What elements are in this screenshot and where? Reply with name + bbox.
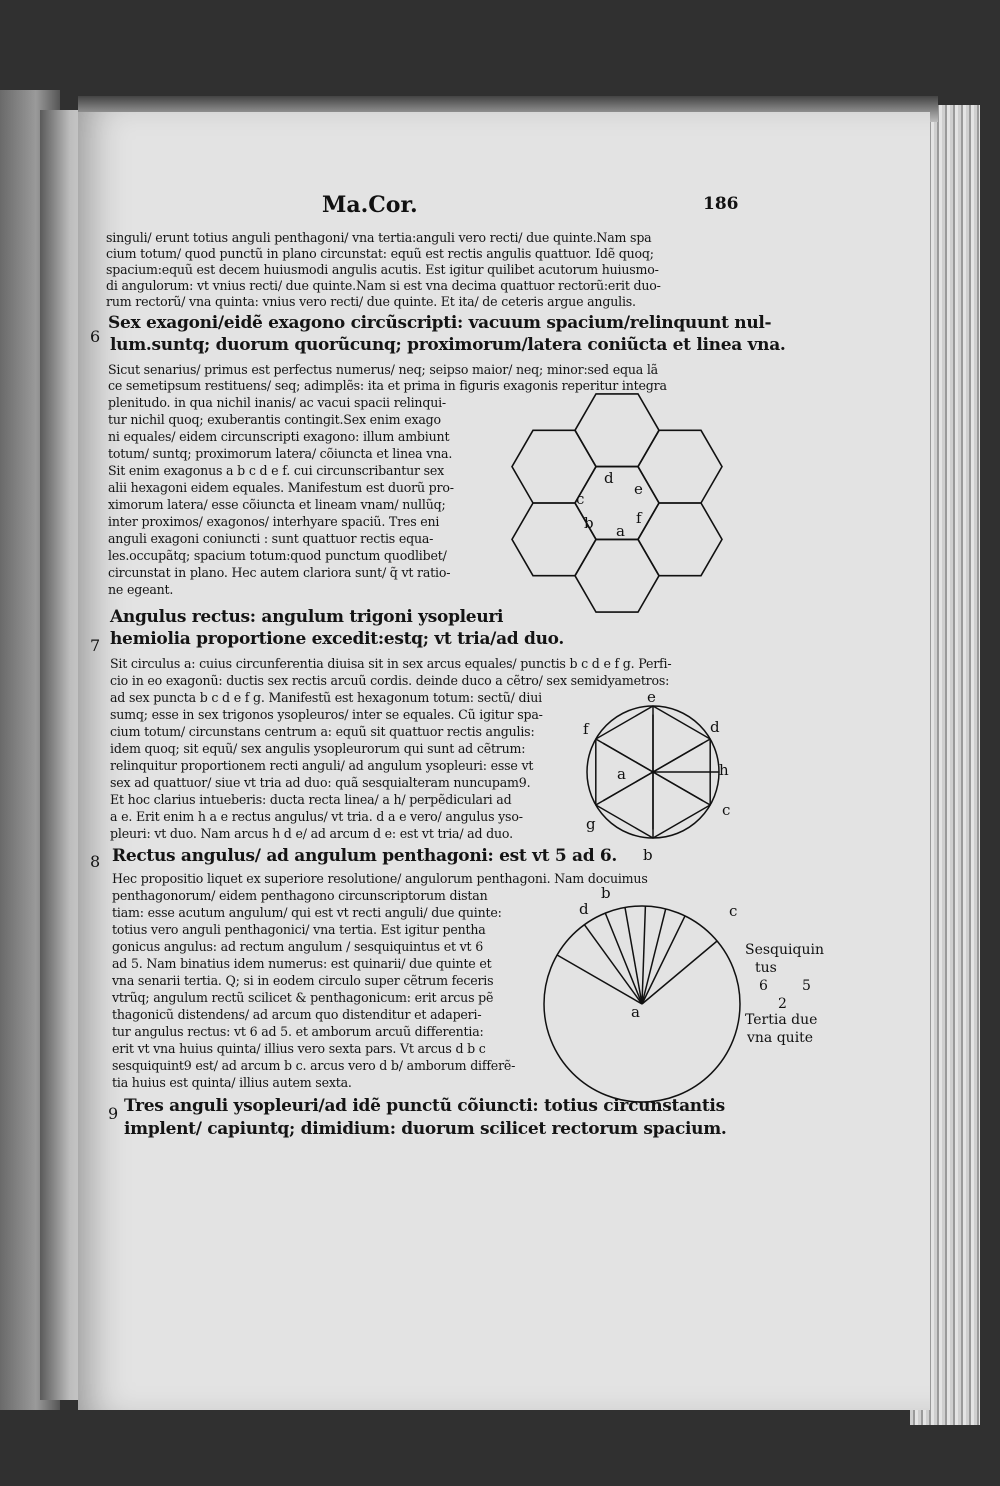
side-note: Tertia due xyxy=(745,1012,818,1028)
commentary-line: erit vt vna huius quinta/ illius vero sexta pars. Vt arcus d b c xyxy=(112,1041,486,1056)
commentary-line: les.occupãtq; spacium totum:quod punctum quodlibet/ xyxy=(108,548,447,563)
commentary-line: sumq; esse in sex trigonos ysopleuros/ inter se equales. Cũ igitur spa- xyxy=(110,707,543,722)
commentary-line: circunstat in plano. Hec autem clariora sunt/ q̃ vt ratio- xyxy=(108,565,451,580)
hex-label: f xyxy=(636,509,642,527)
commentary-line: vtrũq; angulum rectũ scilicet & penthagonicum: erit arcus pẽ xyxy=(112,990,494,1005)
proposition-text: implent/ capiuntq; dimidium: duorum scilicet rectorum spacium. xyxy=(124,1119,727,1139)
commentary-line: gonicus angulus: ad rectum angulum / sesquiquintus et vt 6 xyxy=(112,939,484,954)
proposition-text: Sex exagoni/eidẽ exagono circũscripti: vacuum spacium/relinquunt nul- xyxy=(108,313,772,333)
commentary-line: tur angulus rectus: vt 6 ad 5. et amborum arcuũ differentia: xyxy=(112,1024,484,1039)
fan-radius xyxy=(584,925,642,1004)
circle-label: a xyxy=(617,765,626,783)
proposition-number: 9 xyxy=(108,1104,119,1123)
side-note: 6 xyxy=(759,978,768,994)
commentary-line: totius vero anguli penthagonici/ vna tertia. Est igitur pentha xyxy=(112,922,486,937)
commentary-line: ni equales/ eidem circunscripti exagono: illum ambiunt xyxy=(108,429,450,444)
commentary-line: totum/ suntq; proximorum latera/ cõiuncta et linea vna. xyxy=(108,446,453,461)
proposition-number: 6 xyxy=(90,327,101,346)
proposition-text: hemiolia proportione excedit:estq; vt tria/ad duo. xyxy=(110,629,564,649)
circle-label: g xyxy=(586,815,596,833)
commentary-line: ce semetipsum restituens/ seq; adimplẽs: ita et prima in figuris exagonis reperitur integra xyxy=(108,378,667,393)
commentary-line: idem quoq; sit equũ/ sex angulis ysopleurorum qui sunt ad cẽtrum: xyxy=(110,741,526,756)
hex-label: d xyxy=(604,469,614,487)
commentary-line: ne egeant. xyxy=(108,582,174,597)
commentary-line: penthagonorum/ eidem penthagono circunscriptorum distan xyxy=(112,888,488,903)
proposition-text: Tres anguli ysopleuri/ad idẽ punctũ cõiuncti: totius circunstantis xyxy=(124,1096,725,1116)
side-note: Sesquiquin xyxy=(745,942,824,958)
running-title: Ma.Cor. xyxy=(322,192,418,218)
proposition-text: lum.suntq; duorum quorũcunq; proximorum/latera coniũcta et linea vna. xyxy=(110,335,786,355)
fan-label: d xyxy=(579,900,589,918)
side-note: 2 xyxy=(778,996,787,1012)
commentary-line: thagonicũ distendens/ ad arcum quo distenditur et adaperi- xyxy=(112,1007,482,1022)
fan-label: a xyxy=(631,1003,640,1021)
fan-label: c xyxy=(729,902,738,920)
commentary-line: sesquiquint9 est/ ad arcum b c. arcus vero d b/ amborum differẽ- xyxy=(112,1058,516,1073)
proposition-text: Rectus angulus/ ad angulum penthagoni: est vt 5 ad 6. xyxy=(112,846,618,866)
side-note: 5 xyxy=(802,978,811,994)
body-line: cium totum/ quod punctũ in plano circunstat: equũ est rectis angulis quattuor. Idẽ quoq; xyxy=(106,246,654,261)
circle-label: b xyxy=(643,846,653,864)
commentary-line: Sicut senarius/ primus est perfectus numerus/ neq; seipso maior/ neq; minor:sed equa lã xyxy=(108,362,658,377)
commentary-line: ximorum latera/ esse cõiuncta et lineam vnam/ nullũq; xyxy=(108,497,446,512)
fan-radius xyxy=(642,916,685,1004)
circle-label: f xyxy=(583,720,589,738)
body-line: singuli/ erunt totius anguli penthagoni/ vna tertia:anguli vero recti/ due quinte.Nam spa xyxy=(106,230,652,245)
commentary-line: plenitudo. in qua nichil inanis/ ac vacui spacii relinqui- xyxy=(108,395,446,410)
commentary-line: tiam: esse acutum angulum/ qui est vt recti anguli/ due quinte: xyxy=(112,905,502,920)
fan-radius xyxy=(605,913,642,1004)
commentary-line: ad sex puncta b c d e f g. Manifestũ est hexagonum totum: sectũ/ diui xyxy=(110,690,542,705)
commentary-line: sex ad quattuor/ siue vt tria ad duo: quã sesquialteram nuncupam9. xyxy=(110,775,531,790)
commentary-line: alii hexagoni eidem equales. Manifestum est duorũ pro- xyxy=(108,480,454,495)
hex-label: a xyxy=(616,522,625,540)
commentary-line: a e. Erit enim h a e rectus angulus/ vt tria. d a e vero/ angulus yso- xyxy=(110,809,523,824)
commentary-line: cium totum/ circunstans centrum a: equũ sit quattuor rectis angulis: xyxy=(110,724,535,739)
commentary-line: relinquitur proportionem recti anguli/ ad angulum ysopleuri: esse vt xyxy=(110,758,534,773)
commentary-line: tia huius est quinta/ illius autem sexta. xyxy=(112,1075,352,1090)
side-note: tus xyxy=(755,960,777,976)
commentary-line: cio in eo exagonũ: ductis sex rectis arcuũ cordis. deinde duco a cẽtro/ sex semidyametros: xyxy=(110,673,670,688)
fan-label: b xyxy=(601,884,611,902)
folio-number: 186 xyxy=(703,194,739,214)
commentary-line: Et hoc clarius intueberis: ducta recta linea/ a h/ perpẽdiculari ad xyxy=(110,792,512,807)
fan-radius xyxy=(625,908,642,1005)
hex-label: e xyxy=(634,480,643,498)
commentary-line: Sit circulus a: cuius circunferentia diuisa sit in sex arcus equales/ punctis b c d e f g. Perfi- xyxy=(110,656,672,671)
commentary-line: anguli exagoni coniuncti : sunt quattuor rectis equa- xyxy=(108,531,434,546)
hex-label: b xyxy=(584,514,594,532)
proposition-number: 8 xyxy=(90,852,101,871)
hex-label: c xyxy=(576,490,585,508)
proposition-number: 7 xyxy=(90,636,101,655)
circle-label: c xyxy=(722,801,731,819)
body-line: di angulorum: vt vnius recti/ due quinte.Nam si est vna decima quattuor rectorũ:erit duo- xyxy=(106,278,661,293)
commentary-line: inter proximos/ exagonos/ interhyare spaciũ. Tres eni xyxy=(108,514,440,529)
commentary-line: pleuri: vt duo. Nam arcus h d e/ ad arcum d e: est vt tria/ ad duo. xyxy=(110,826,513,841)
side-note: vna quite xyxy=(747,1030,814,1046)
body-line: rum rectorũ/ vna quinta: vnius vero recti/ due quinte. Et ita/ de ceteris argue angulis. xyxy=(106,294,636,309)
circle-label: d xyxy=(710,718,720,736)
body-line: spacium:equũ est decem huiusmodi angulis acutis. Est igitur quilibet acutorum huiusmo- xyxy=(106,262,659,277)
commentary-line: Hec propositio liquet ex superiore resolutione/ angulorum penthagoni. Nam docuimus xyxy=(112,871,648,886)
commentary-line: tur nichil quoq; exuberantis contingit.Sex enim exago xyxy=(108,412,441,427)
circle-label: h xyxy=(719,761,729,779)
fan-radius xyxy=(642,941,717,1004)
commentary-line: ad 5. Nam binatius idem numerus: est quinarii/ due quinte et xyxy=(112,956,492,971)
commentary-line: vna senarii tertia. Q; si in eodem circulo super cẽtrum feceris xyxy=(112,973,494,988)
commentary-line: Sit enim exagonus a b c d e f. cui circunscribantur sex xyxy=(108,463,445,478)
proposition-text: Angulus rectus: angulum trigoni ysopleuri xyxy=(110,607,504,627)
circle-label: e xyxy=(647,688,656,706)
fan-radius xyxy=(557,955,642,1004)
